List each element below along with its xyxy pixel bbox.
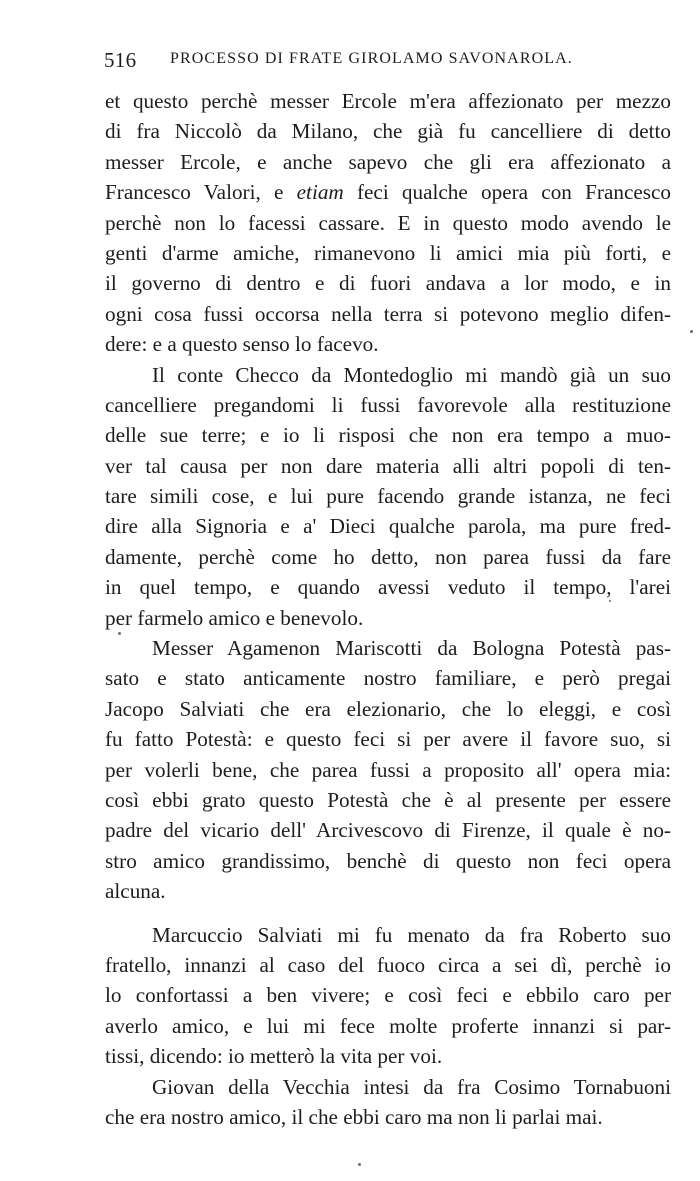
text-line: fu fatto Potestà: e questo feci si per avere il favore suo, si (105, 727, 671, 752)
text-line: fratello, innanzi al caso del fuoco circa a sei dì, perchè io (105, 952, 671, 977)
text-line: ogni cosa fussi occorsa nella terra si potevono meglio difen- (105, 301, 671, 326)
text-line: et questo perchè messer Ercole m'era affezionato per mezzo (105, 89, 671, 113)
text-line: delle sue terre; e io li risposi che non era tempo a muo- (105, 423, 671, 448)
text-line: perchè non lo facessi cassare. E in questo modo avendo le (105, 210, 671, 235)
text-line: lo confortassi a ben vivere; e così feci e ebbilo caro per (105, 983, 671, 1008)
body-text (105, 86, 671, 1132)
text-line: Jacopo Salviati che era elezionario, che lo eleggi, e così (105, 696, 671, 721)
text-line: Giovan della Vecchia intesi da fra Cosimo Tornabuoni (152, 1074, 671, 1099)
ink-speck (358, 1163, 361, 1166)
text-line: Francesco Valori, e etiam feci qualche opera con Francesco (105, 180, 671, 205)
page-number: 516 (104, 48, 137, 72)
paragraph-gap (105, 907, 671, 920)
paragraph (105, 86, 671, 360)
paragraph (105, 360, 671, 634)
text-line: in quel tempo, e quando avessi veduto il tempo, l'arei (105, 575, 671, 600)
text-line: padre del vicario dell' Arcivescovo di Firenze, il quale è no- (105, 818, 671, 843)
text-line: ver tal causa per non dare materia alli altri popoli di ten- (105, 453, 671, 478)
text-line: cancelliere pregandomi li fussi favorevole alla restituzione (105, 392, 671, 417)
running-head: PROCESSO DI FRATE GIROLAMO SAVONAROLA. (170, 50, 573, 67)
text-line: stro amico grandissimo, benchè di questo non feci opera (105, 848, 671, 873)
text-line: di fra Niccolò da Milano, che già fu cancelliere di detto (105, 119, 671, 144)
text-line: così ebbi grato questo Potestà che è al presente per essere (105, 787, 671, 812)
paragraph (105, 920, 671, 1072)
text-line: dere: e a questo senso lo facevo. (105, 332, 379, 357)
text-line: per farmelo amico e benevolo. (105, 605, 364, 630)
text-line: genti d'arme amiche, rimanevono li amici mia più forti, e (105, 240, 671, 265)
text-line: Messer Agamenon Mariscotti da Bologna Potestà pas- (152, 636, 671, 661)
text-line: per volerli bene, che parea fussi a proposito all' opera mia: (105, 757, 671, 782)
ink-speck (118, 632, 121, 635)
text-line: Il conte Checco da Montedoglio mi mandò già un suo (152, 362, 671, 387)
text-line: tare simili cose, e lui pure facendo grande istanza, ne feci (105, 484, 671, 509)
text-line: che era nostro amico, il che ebbi caro ma non li parlai mai. (105, 1104, 603, 1129)
text-line: dire alla Signoria e a' Dieci qualche parola, ma pure fred- (105, 514, 671, 539)
text-line: tissi, dicendo: io metterò la vita per voi. (105, 1044, 443, 1069)
text-line: sato e stato anticamente nostro familiare, e però pregai (105, 666, 671, 691)
text-line: damente, perchè come ho detto, non parea fussi da fare (105, 544, 671, 569)
ink-speck (690, 330, 693, 333)
paragraph (105, 633, 671, 907)
page-header (104, 48, 624, 78)
text-line: il governo di dentro e di fuori andava a lor modo, e in (105, 271, 671, 296)
text-line: messer Ercole, e anche sapevo che gli era affezionato a (105, 149, 671, 174)
ink-speck (609, 600, 611, 602)
text-line: averlo amico, e lui mi fece molte proferte innanzi si par- (105, 1013, 671, 1038)
paragraph (105, 1072, 671, 1133)
text-line: Marcuccio Salviati mi fu menato da fra Roberto suo (152, 922, 671, 947)
text-line: alcuna. (105, 879, 166, 904)
